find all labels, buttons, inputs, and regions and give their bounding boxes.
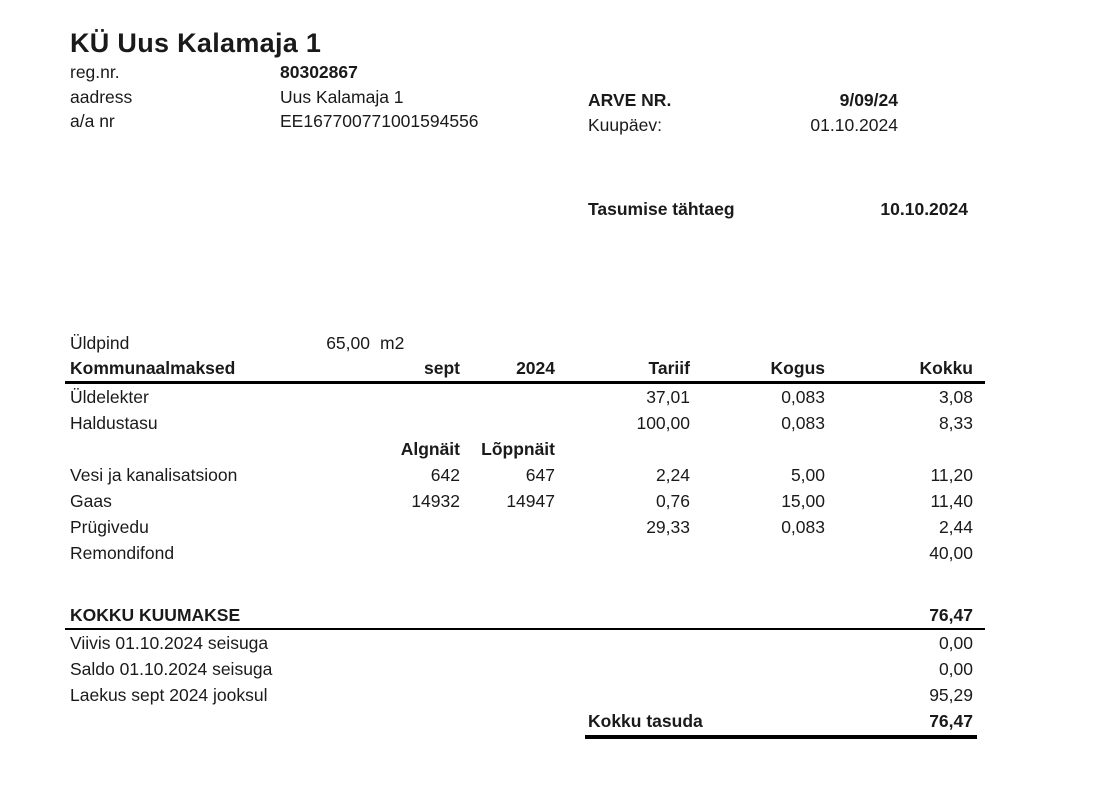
row-tariif: 0,76: [655, 491, 690, 511]
meter-header-spacer: [65, 436, 330, 462]
row-kogus: 0,083: [781, 413, 825, 433]
area-label: Üldpind: [70, 333, 130, 353]
row-col2: 647: [525, 465, 555, 485]
summary-value: 95,29: [929, 685, 973, 705]
invoice-number-label: ARVE NR.: [588, 90, 672, 110]
table-row: [65, 540, 985, 566]
header-kogus: Kogus: [770, 358, 825, 378]
org-address-value: Uus Kalamaja 1: [280, 86, 404, 107]
row-kokku: 11,20: [930, 465, 973, 485]
meter-header-end: Lõppnäit: [481, 439, 555, 459]
table-row: [65, 410, 985, 436]
row-kokku: 8,33: [938, 413, 973, 433]
summary-label: Laekus sept 2024 jooksul: [70, 685, 268, 705]
payment-due-value: 10.10.2024: [880, 199, 968, 219]
row-kogus: 0,083: [781, 517, 825, 537]
spacer: [65, 566, 985, 602]
row-tariif: 2,24: [655, 465, 690, 485]
monthly-total-value: 76,47: [929, 605, 973, 625]
org-account-label: a/a nr: [70, 111, 115, 131]
table-row: [65, 384, 985, 410]
table-row: [65, 462, 985, 488]
area-unit: m2: [380, 333, 405, 353]
org-regnr-label: reg.nr.: [70, 62, 120, 82]
row-tariif: [555, 540, 690, 566]
table-row: [65, 488, 985, 514]
row-kogus: 15,00: [781, 491, 825, 511]
row-col2: [460, 514, 555, 540]
row-label: Remondifond: [70, 543, 175, 563]
row-kogus: 5,00: [790, 465, 825, 485]
summary-label: Viivis 01.10.2024 seisuga: [70, 633, 269, 653]
row-col1: 642: [430, 465, 460, 485]
area-value: 65,00: [326, 333, 370, 353]
header-year: 2024: [516, 358, 555, 378]
row-col1: [330, 540, 460, 566]
row-col1: [330, 384, 460, 410]
summary-row: [65, 682, 985, 708]
row-tariif: 29,33: [646, 517, 690, 537]
meter-header-empty: [555, 436, 690, 462]
invoice-number-value: 9/09/24: [839, 90, 898, 110]
row-tariif: 100,00: [636, 413, 690, 433]
monthly-total-row: [65, 602, 985, 630]
row-label: Haldustasu: [70, 413, 158, 433]
invoice-number-row: [588, 88, 898, 113]
org-account-row: [70, 109, 479, 134]
summary-row: [65, 656, 985, 682]
org-address-label: aadress: [70, 86, 133, 107]
monthly-total-label: KOKKU KUUMAKSE: [70, 605, 241, 625]
payment-due-label: Tasumise tähtaeg: [588, 199, 735, 219]
row-col2: [460, 384, 555, 410]
invoice-date-row: [588, 113, 898, 138]
payment-due-row: [588, 197, 968, 222]
row-kogus: [690, 540, 825, 566]
amount-due-row: [585, 708, 977, 739]
invoice-meta: [588, 88, 898, 138]
row-col2: [460, 410, 555, 436]
row-col2: 14947: [506, 491, 555, 511]
row-label: Üldelekter: [70, 387, 149, 407]
header-tariif: Tariif: [648, 358, 690, 378]
org-address-row: [70, 85, 479, 110]
row-col2: [460, 540, 555, 566]
header-kokku: Kokku: [919, 358, 973, 378]
page-title: KÜ Uus Kalamaja 1: [70, 28, 322, 58]
org-header: [70, 26, 479, 134]
row-kogus: 0,083: [781, 387, 825, 407]
row-col1: [330, 410, 460, 436]
row-label: Gaas: [70, 491, 112, 511]
table-header-row: [65, 356, 985, 384]
meter-header-empty: [825, 436, 985, 462]
row-kokku: 11,40: [930, 491, 973, 511]
row-kokku: 3,08: [938, 387, 973, 407]
amount-due-value: 76,47: [929, 711, 973, 731]
summary-label: Saldo 01.10.2024 seisuga: [70, 659, 273, 679]
org-account-value: EE167700771001594556: [280, 111, 479, 131]
row-label: Vesi ja kanalisatsioon: [70, 465, 238, 485]
meter-header-row: [65, 436, 985, 462]
row-kokku: 2,44: [938, 517, 973, 537]
invoice-date-value: 01.10.2024: [810, 115, 898, 135]
charges-table: [65, 330, 985, 739]
row-tariif: 37,01: [646, 387, 690, 407]
org-regnr-row: [70, 60, 479, 85]
header-month: sept: [424, 358, 460, 378]
summary-value: 0,00: [938, 633, 973, 653]
row-kokku: 40,00: [929, 543, 973, 563]
summary-row: [65, 630, 985, 656]
row-label: Prügivedu: [70, 517, 149, 537]
org-regnr-value: 80302867: [280, 62, 358, 82]
amount-due-label: Kokku tasuda: [588, 711, 703, 731]
meter-header-start: Algnäit: [400, 439, 460, 459]
meter-header-empty: [690, 436, 825, 462]
table-row: [65, 514, 985, 540]
area-row: [65, 330, 985, 356]
invoice-date-label: Kuupäev:: [588, 115, 662, 135]
row-col1: [330, 514, 460, 540]
header-name: Kommunaalmaksed: [70, 358, 236, 378]
row-col1: 14932: [411, 491, 460, 511]
summary-value: 0,00: [938, 659, 973, 679]
